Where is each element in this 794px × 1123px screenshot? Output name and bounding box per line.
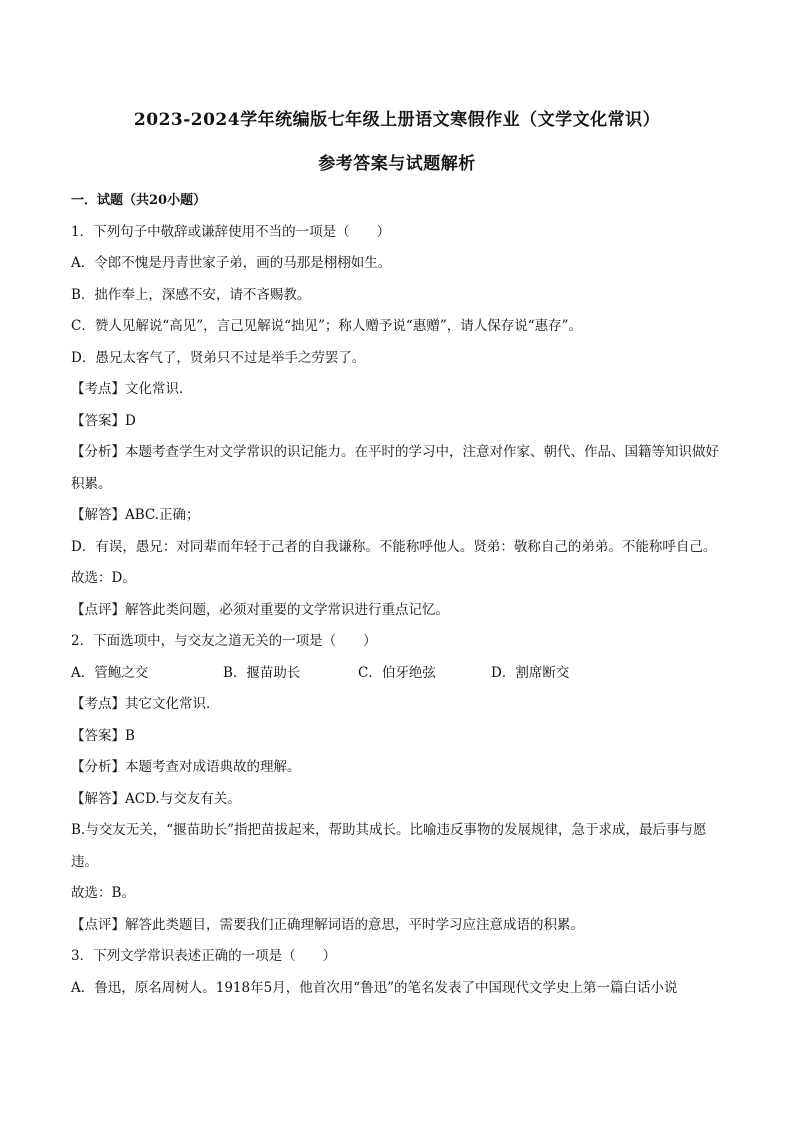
q3-option-a: A．鲁迅，原名周树人。1918年5月，他首次用“鲁迅”的笔名发表了中国现代文学史上第一篇白话小说 [71,979,678,996]
q1-answer: 【答案】D [71,412,136,429]
q1-option-d: D．愚兄太客气了，贤弟只不过是举手之劳罢了。 [71,349,366,366]
q1-solution-1: 【解答】ABC.正确； [71,507,200,523]
q1-stem: 1．下列句子中敬辞或谦辞使用不当的一项是（ ） [71,223,391,240]
q2-choose: 故选：B。 [71,885,135,901]
q2-option-a: A．管鲍之交 [71,664,149,681]
q2-kaodian: 【考点】其它文化常识． [71,696,220,712]
q2-solution-1: 【解答】ACD.与交友有关。 [71,790,241,807]
q2-option-b: B．揠苗助长 [223,664,301,681]
document-body [71,185,727,1004]
q2-stem: 2．下面选项中，与交友之道无关的一项是（ ） [71,633,377,649]
q1-choose: 故选：D。 [71,570,136,586]
q2-comment: 【点评】解答此类题目，需要我们正确理解词语的意思，平时学习应注意成语的积累。 [71,916,584,933]
q2-solution-2: B.与交友无关，“揠苗助长”指把苗拔起来，帮助其成长。比喻违反事物的发展规律，急于求成，最后事与愿违。 [71,822,707,870]
q2-options [71,658,727,690]
q1-option-c: C．赞人见解说“高见”，言己见解说“拙见”；称人赠予说“惠赠”，请人保存说“惠存”。 [71,318,583,334]
q2-answer: 【答案】B [71,727,135,744]
section-heading: 一．试题（共20小题） [71,193,207,208]
q1-option-b: B．拙作奉上，深感不安，请不吝赐教。 [71,286,311,303]
q3-stem: 3．下列文学常识表述正确的一项是（ ） [71,948,337,964]
q1-solution-2: D．有误，愚兄：对同辈而年轻于己者的自我谦称。不能称呼他人。贤弟：敬称自己的弟弟。不能称呼自己。 [71,538,717,555]
q1-analysis: 【分析】本题考查学生对文学常识的识记能力。在平时的学习中，注意对作家、朝代、作品、国籍等知识做好积累。 [71,444,719,492]
document-title: 2023-2024学年统编版七年级上册语文寒假作业（文学文化常识） [133,110,661,130]
q1-option-a: A．令郎不愧是丹青世家子弟，画的马那是栩栩如生。 [71,255,392,271]
q2-option-c: C．伯牙绝弦 [358,664,436,681]
document-subtitle: 参考答案与试题解析 [318,154,476,174]
q2-analysis: 【分析】本题考查对成语典故的理解。 [71,759,301,775]
q1-kaodian: 【考点】文化常识． [71,381,193,397]
q1-comment: 【点评】解答此类问题，必须对重要的文学常识进行重点记忆。 [71,601,449,618]
q2-option-d: D．割席断交 [491,664,570,681]
